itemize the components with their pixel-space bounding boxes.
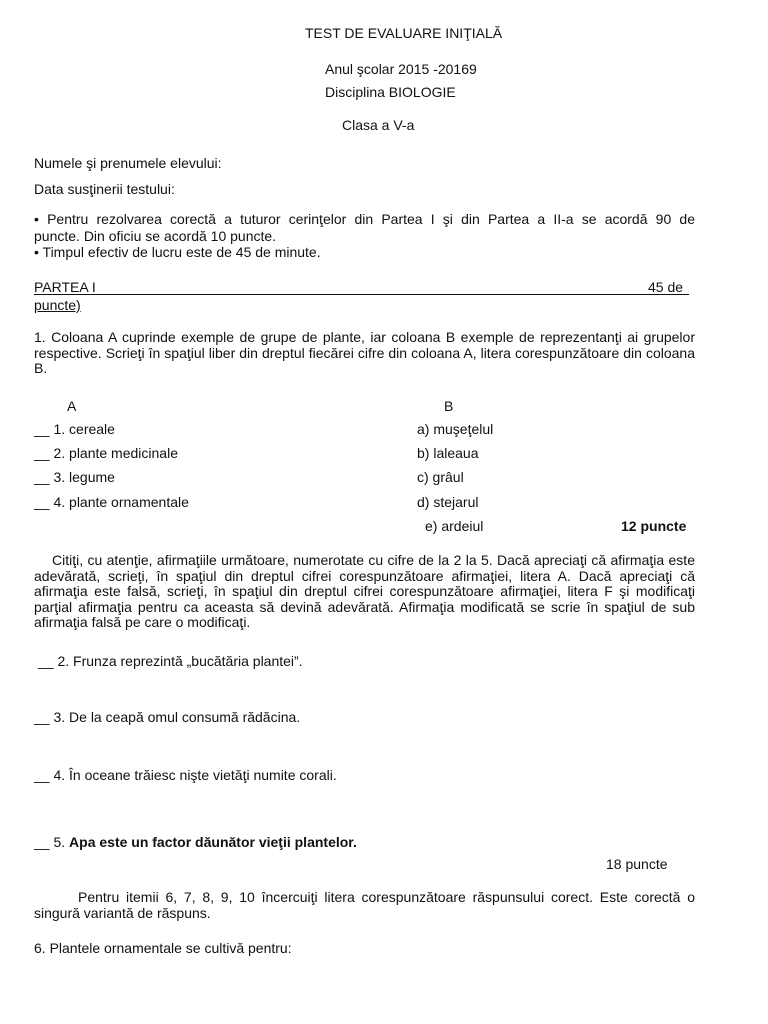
points-instruction-line-2: puncte. Din oficiu se acordă 10 puncte.	[34, 228, 277, 244]
question-1-points: 12 puncte	[621, 518, 687, 534]
column-a-item: __ 1. cereale	[34, 421, 115, 437]
question-6-text: 6. Plantele ornamentale se cultivă pentru:	[34, 940, 292, 956]
column-b-item: e) ardeiul	[425, 518, 484, 534]
class-label: Clasa a V-a	[342, 117, 415, 133]
school-year: Anul şcolar 2015 -20169	[325, 61, 477, 77]
part1-points-unit: puncte)	[34, 297, 81, 313]
questions-2-5-intro: Citiţi, cu atenţie, afirmaţiile următoare, numerotate cu cifre de la 2 la 5. Dacă apreciaţi că afirmaţia este adevărată, scrieţi, în spaţiul din dreptul cifrei corespunzătoare afirmaţiei, litera A. Dacă apreciaţi că afirmaţia este falsă, scrieţi, în spaţiul din dreptul cifrei corespunzătoare afirmaţiei, litera F şi modificaţi parţial afirmaţia pentru ca aceasta să devină adevărată. Afirmaţia modificată se scrie în spaţiul de sub afirmaţia falsă pe care o modificaţi.	[34, 552, 695, 630]
column-b-item: a) muşeţelul	[417, 421, 494, 437]
statement-5-blank: __ 5.	[34, 834, 70, 850]
column-b-item: d) stejarul	[417, 494, 479, 510]
column-b-header: B	[444, 398, 454, 414]
statement-5-text: Apa este un factor dăunător vieţii plantelor.	[69, 834, 357, 850]
statement-4: __ 4. În oceane trăiesc nişte vietăţi numite corali.	[34, 767, 337, 783]
statement-3: __ 3. De la ceapă omul consumă rădăcina.	[34, 709, 301, 725]
part1-points: 45 de	[648, 279, 684, 295]
statement-5	[34, 834, 357, 850]
column-a-header: A	[67, 398, 77, 414]
points-instruction-line-1: • Pentru rezolvarea corectă a tuturor cerinţelor din Partea I şi din Partea a II-a se acordă 90 de	[34, 211, 695, 227]
column-a-item: __ 2. plante medicinale	[34, 445, 178, 461]
part1-underline	[34, 294, 689, 295]
test-title: TEST DE EVALUARE INIŢIALĂ	[305, 25, 503, 41]
column-a-item: __ 3. legume	[34, 469, 115, 485]
questions-2-5-points: 18 puncte	[606, 856, 668, 872]
statement-2: __ 2. Frunza reprezintă „bucătăria plantei”.	[38, 653, 303, 669]
discipline: Disciplina BIOLOGIE	[325, 84, 456, 100]
question-1-text: 1. Coloana A cuprinde exemple de grupe de plante, iar coloana B exemple de reprezentanţi ai grupelor respective. Scrieţi în spaţiul liber din dreptul fiecărei cifre din coloana A, litera corespunzătoare din coloana B.	[34, 329, 695, 376]
column-a-item: __ 4. plante ornamentale	[34, 494, 189, 510]
test-date-label: Data susţinerii testului:	[34, 181, 175, 197]
time-instruction: • Timpul efectiv de lucru este de 45 de minute.	[34, 244, 321, 260]
student-name-label: Numele şi prenumele elevului:	[34, 155, 222, 171]
part1-title: PARTEA I	[34, 279, 96, 295]
column-b-item: c) grâul	[417, 469, 464, 485]
questions-6-10-intro: Pentru itemii 6, 7, 8, 9, 10 încercuiţi litera corespunzătoare răspunsului corect. Este corectă o singură variantă de răspuns.	[34, 889, 695, 921]
column-b-item: b) laleaua	[417, 445, 479, 461]
